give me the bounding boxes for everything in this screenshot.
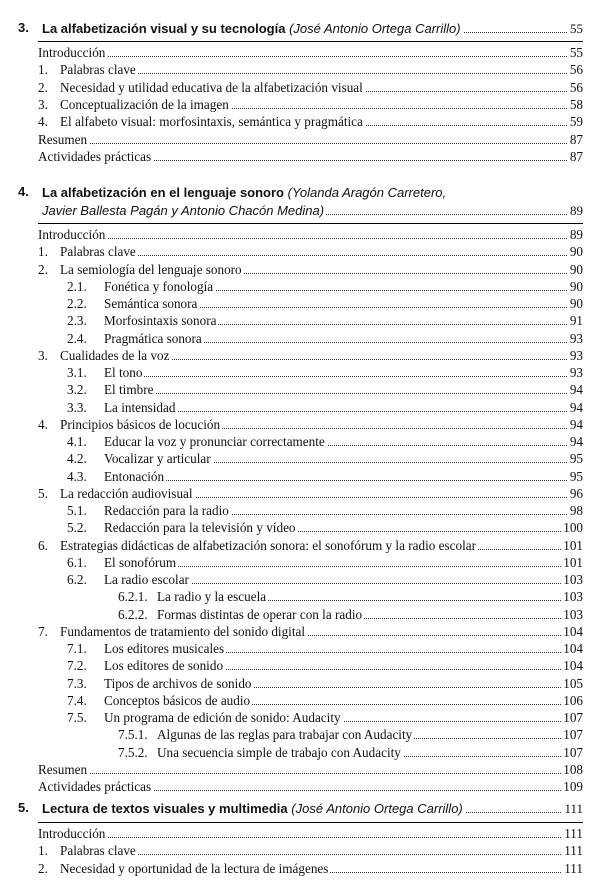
entry-title: Necesidad y oportunidad de la lectura de imágenes	[60, 861, 329, 876]
section-page: 111	[564, 801, 583, 816]
toc-entry[interactable]	[38, 709, 583, 726]
entry-page: 95	[569, 469, 583, 484]
entry-number: 4.2.	[67, 451, 87, 466]
section-title: La alfabetización en el lenguaje sonoro	[42, 185, 284, 200]
entry-title: Un programa de edición de sonido: Audacity	[104, 710, 341, 725]
section-authors: (José Antonio Ortega Carrillo)	[289, 21, 461, 36]
entry-page: 101	[563, 538, 583, 553]
divider	[38, 223, 583, 224]
section-4-heading[interactable]	[18, 182, 583, 220]
entry-title: Los editores musicales	[104, 641, 225, 656]
entry-page: 93	[569, 348, 583, 363]
entry-page: 94	[569, 382, 583, 397]
entry-title: Palabras clave	[60, 62, 136, 77]
entry-number: 2.2.	[67, 296, 87, 311]
entry-number: 7.4.	[67, 693, 87, 708]
entry-title: Palabras clave	[60, 843, 136, 858]
entry-title: Palabras clave	[60, 244, 136, 259]
section-title: La alfabetización visual y su tecnología	[42, 21, 286, 36]
entry-page: 103	[563, 607, 583, 622]
entry-title: Semántica sonora	[104, 296, 198, 311]
entry-page: 90	[569, 262, 583, 277]
toc-entry[interactable]	[38, 44, 583, 61]
entry-page: 107	[563, 745, 583, 760]
entry-title: La semiología del lenguaje sonoro	[60, 262, 242, 277]
entry-title: Formas distintas de operar con la radio	[157, 607, 363, 622]
entry-title: Los editores de sonido	[104, 658, 224, 673]
toc-entry[interactable]	[38, 761, 583, 778]
toc-entry[interactable]	[38, 485, 583, 502]
entry-number: 2.	[38, 80, 48, 95]
toc-entry[interactable]	[38, 588, 583, 605]
entry-page: 56	[569, 62, 583, 77]
entry-title: Conceptualización de la imagen	[60, 97, 229, 112]
entry-number: 2.1.	[67, 279, 87, 294]
entry-number: 3.2.	[67, 382, 87, 397]
entry-page: 55	[569, 45, 583, 60]
toc-entry[interactable]	[38, 860, 583, 877]
entry-title: Entonación	[104, 469, 165, 484]
entry-title: Pragmática sonora	[104, 331, 202, 346]
entry-title: Educar la voz y pronunciar correctamente	[104, 434, 325, 449]
section-number: 4.	[18, 184, 29, 199]
section-page: 89	[570, 203, 583, 218]
entry-title: Morfosintaxis sonora	[104, 313, 217, 328]
entry-page: 109	[563, 779, 583, 794]
entry-page: 90	[569, 244, 583, 259]
entry-number: 7.5.1.	[118, 727, 148, 742]
toc-entry[interactable]	[38, 416, 583, 433]
entry-number: 1.	[38, 62, 48, 77]
section-number: 3.	[18, 20, 29, 35]
toc-entry[interactable]	[38, 842, 583, 859]
section-number: 5.	[18, 800, 29, 815]
toc-entry[interactable]	[38, 519, 583, 536]
entry-page: 89	[569, 227, 583, 242]
entry-number: 6.1.	[67, 555, 87, 570]
entry-number: 7.	[38, 624, 48, 639]
toc-entry[interactable]	[38, 148, 583, 165]
entry-number: 3.3.	[67, 400, 87, 415]
entry-number: 6.2.2.	[118, 607, 148, 622]
entry-page: 104	[563, 624, 583, 639]
toc-entry[interactable]	[38, 778, 583, 795]
entry-title: Algunas de las reglas para trabajar con Audacity	[157, 727, 413, 742]
entry-number: 3.	[38, 348, 48, 363]
entry-title: Introducción	[38, 826, 106, 841]
entry-page: 90	[569, 279, 583, 294]
toc-entry[interactable]	[38, 606, 583, 623]
entry-page: 94	[569, 417, 583, 432]
entry-title: Introducción	[38, 45, 106, 60]
toc-entry[interactable]	[38, 502, 583, 519]
toc-entry[interactable]	[38, 399, 583, 416]
entry-page: 111	[564, 861, 583, 876]
entry-page: 104	[563, 658, 583, 673]
section-page: 55	[570, 21, 583, 36]
toc-entry[interactable]	[38, 744, 583, 761]
entry-title: El alfabeto visual: morfosintaxis, semántica y pragmática	[60, 114, 363, 129]
entry-number: 5.	[38, 486, 48, 501]
toc-entry[interactable]	[38, 364, 583, 381]
entry-page: 95	[569, 451, 583, 466]
entry-page: 94	[569, 400, 583, 415]
entry-page: 111	[564, 843, 583, 858]
toc-entry[interactable]	[38, 261, 583, 278]
toc-entry[interactable]	[38, 433, 583, 450]
entry-page: 93	[569, 365, 583, 380]
entry-number: 2.	[38, 262, 48, 277]
toc-entry[interactable]	[38, 226, 583, 243]
entry-page: 107	[563, 727, 583, 742]
entry-page: 90	[569, 296, 583, 311]
entry-title: Estrategias didácticas de alfabetización sonora: el sonofórum y la radio escolar	[60, 538, 476, 553]
entry-page: 100	[563, 520, 583, 535]
toc-entry[interactable]	[38, 347, 583, 364]
entry-page: 58	[569, 97, 583, 112]
entry-title: Necesidad y utilidad educativa de la alfabetización visual	[60, 80, 363, 95]
section-authors-line2: Javier Ballesta Pagán y Antonio Chacón Medina)	[42, 203, 325, 218]
toc-entry[interactable]	[38, 692, 583, 709]
entry-number: 7.1.	[67, 641, 87, 656]
section-5-heading[interactable]	[18, 798, 583, 818]
entry-title: Vocalizar y articular	[104, 451, 211, 466]
entry-number: 1.	[38, 244, 48, 259]
entry-number: 3.	[38, 97, 48, 112]
entry-page: 87	[569, 132, 583, 147]
section-title: Lectura de textos visuales y multimedia	[42, 801, 288, 816]
entry-title: La intensidad	[104, 400, 176, 415]
toc-entry[interactable]	[38, 726, 583, 743]
entry-page: 98	[569, 503, 583, 518]
entry-page: 94	[569, 434, 583, 449]
entry-title: Resumen	[38, 762, 88, 777]
entry-number: 7.5.2.	[118, 745, 148, 760]
toc-entry[interactable]	[38, 381, 583, 398]
toc-entry[interactable]	[38, 468, 583, 485]
toc-entry[interactable]	[38, 537, 583, 554]
entry-number: 4.3.	[67, 469, 87, 484]
entry-page: 56	[569, 80, 583, 95]
toc-entry[interactable]	[38, 554, 583, 571]
entry-page: 105	[563, 676, 583, 691]
entry-page: 107	[563, 710, 583, 725]
entry-title: Principios básicos de locución	[60, 417, 221, 432]
divider	[38, 822, 583, 823]
section-3-heading[interactable]	[18, 18, 583, 38]
entry-title: Una secuencia simple de trabajo con Audacity	[157, 745, 401, 760]
entry-number: 7.3.	[67, 676, 87, 691]
entry-title: Conceptos básicos de audio	[104, 693, 251, 708]
toc-entry[interactable]	[38, 113, 583, 130]
entry-title: Redacción para la televisión y vídeo	[104, 520, 296, 535]
entry-number: 2.3.	[67, 313, 87, 328]
toc-entry[interactable]	[38, 825, 583, 842]
entry-title: Fonética y fonología	[104, 279, 214, 294]
entry-page: 103	[563, 589, 583, 604]
entry-page: 106	[563, 693, 583, 708]
entry-number: 4.	[38, 417, 48, 432]
toc-entry[interactable]	[38, 623, 583, 640]
entry-title: El timbre	[104, 382, 154, 397]
entry-number: 5.1.	[67, 503, 87, 518]
toc-entry[interactable]	[38, 640, 583, 657]
entry-number: 2.4.	[67, 331, 87, 346]
entry-title: La redacción audiovisual	[60, 486, 193, 501]
entry-number: 4.1.	[67, 434, 87, 449]
toc-entry[interactable]	[38, 278, 583, 295]
entry-page: 104	[563, 641, 583, 656]
entry-number: 3.1.	[67, 365, 87, 380]
entry-number: 7.2.	[67, 658, 87, 673]
toc-entry[interactable]	[38, 96, 583, 113]
entry-title: El sonofórum	[104, 555, 177, 570]
entry-title: Actividades prácticas	[38, 779, 152, 794]
entry-page: 103	[563, 572, 583, 587]
entry-number: 6.	[38, 538, 48, 553]
entry-title: La radio y la escuela	[157, 589, 267, 604]
toc-entry[interactable]	[38, 330, 583, 347]
entry-title: El tono	[104, 365, 143, 380]
entry-title: Actividades prácticas	[38, 149, 152, 164]
entry-page: 91	[569, 313, 583, 328]
entry-number: 5.2.	[67, 520, 87, 535]
entry-title: Fundamentos de tratamiento del sonido digital	[60, 624, 306, 639]
section-authors-line1: (Yolanda Aragón Carretero,	[287, 185, 447, 200]
entry-title: La radio escolar	[104, 572, 189, 587]
toc-entry[interactable]	[38, 61, 583, 78]
toc-entry[interactable]	[38, 450, 583, 467]
entry-number: 4.	[38, 114, 48, 129]
entry-number: 2.	[38, 861, 48, 876]
section-authors: (José Antonio Ortega Carrillo)	[291, 801, 463, 816]
entry-page: 87	[569, 149, 583, 164]
entry-title: Resumen	[38, 132, 88, 147]
entry-page: 96	[569, 486, 583, 501]
toc-entry[interactable]	[38, 571, 583, 588]
entry-title: Redacción para la radio	[104, 503, 229, 518]
divider	[38, 41, 583, 42]
entry-title: Introducción	[38, 227, 106, 242]
entry-page: 108	[563, 762, 583, 777]
entry-number: 1.	[38, 843, 48, 858]
toc-entry[interactable]	[38, 657, 583, 674]
entry-title: Cualidades de la voz	[60, 348, 170, 363]
entry-title: Tipos de archivos de sonido	[104, 676, 252, 691]
entry-page: 111	[564, 826, 583, 841]
toc-entry[interactable]	[38, 312, 583, 329]
toc-entry[interactable]	[38, 131, 583, 148]
entry-number: 6.2.1.	[118, 589, 148, 604]
entry-page: 101	[563, 555, 583, 570]
toc-entry[interactable]	[38, 675, 583, 692]
entry-number: 7.5.	[67, 710, 87, 725]
entry-page: 93	[569, 331, 583, 346]
toc-entry[interactable]	[38, 79, 583, 96]
entry-page: 59	[569, 114, 583, 129]
toc-entry[interactable]	[38, 243, 583, 260]
toc-entry[interactable]	[38, 295, 583, 312]
entry-number: 6.2.	[67, 572, 87, 587]
